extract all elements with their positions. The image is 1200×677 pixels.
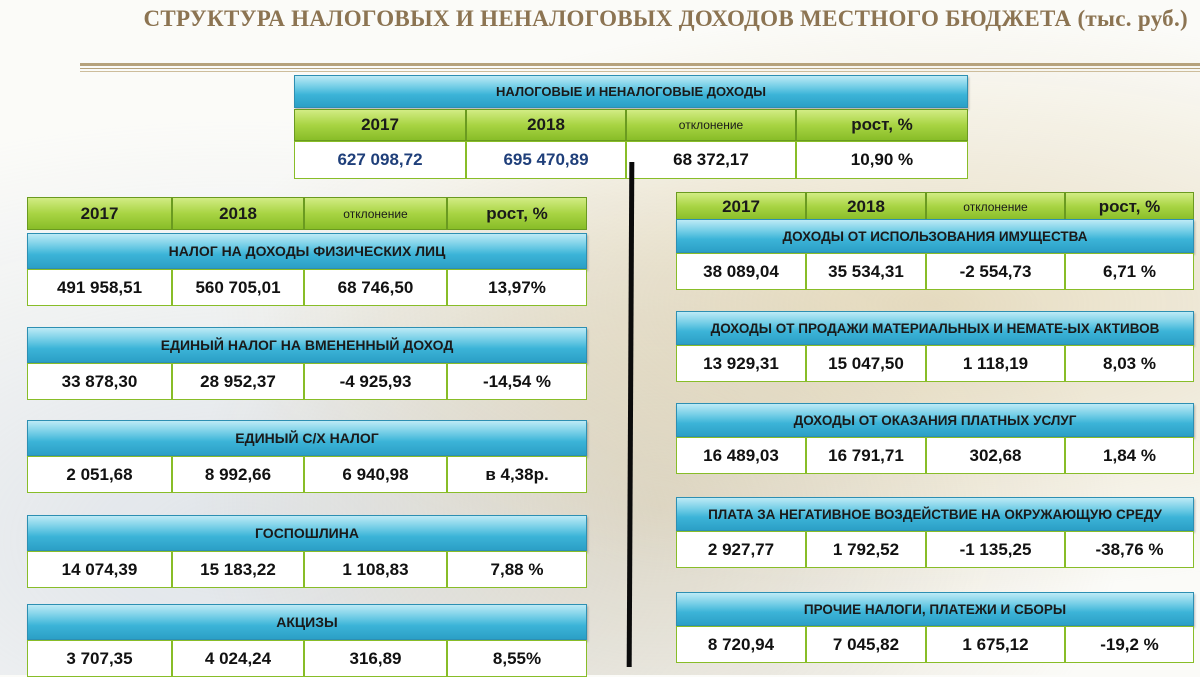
- left-row-2-label: ЕДИНЫЙ С/Х НАЛОГ: [27, 420, 587, 456]
- total-header-0: 2017: [294, 109, 466, 141]
- right-header-3: рост, %: [1065, 192, 1194, 221]
- right-row-3-value-3: -38,76 %: [1065, 531, 1194, 568]
- left-row-2-value-1: 8 992,66: [172, 456, 304, 493]
- left-header-0: 2017: [27, 197, 172, 230]
- right-row-4-value-2: 1 675,12: [926, 626, 1065, 663]
- page-title: СТРУКТУРА НАЛОГОВЫХ И НЕНАЛОГОВЫХ ДОХОДОВ МЕСТНОГО БЮДЖЕТА (тыс. руб.): [143, 6, 1188, 31]
- right-header-0: 2017: [676, 192, 806, 221]
- vertical-divider: [627, 162, 635, 667]
- right-header-1: 2018: [806, 192, 926, 221]
- left-row-3-value-0: 14 074,39: [27, 551, 172, 588]
- right-row-4-value-0: 8 720,94: [676, 626, 806, 663]
- total-header-1: 2018: [466, 109, 626, 141]
- right-row-2-value-0: 16 489,03: [676, 437, 806, 474]
- right-row-1-value-0: 13 929,31: [676, 345, 806, 382]
- left-row-3-value-2: 1 108,83: [304, 551, 447, 588]
- title-divider: [80, 71, 1200, 72]
- total-label: НАЛОГОВЫЕ И НЕНАЛОГОВЫЕ ДОХОДЫ: [294, 75, 968, 108]
- left-row-4-value-0: 3 707,35: [27, 640, 172, 677]
- right-row-2-value-1: 16 791,71: [806, 437, 926, 474]
- right-row-2-label: ДОХОДЫ ОТ ОКАЗАНИЯ ПЛАТНЫХ УСЛУГ: [676, 403, 1194, 437]
- total-value-3: 10,90 %: [796, 141, 968, 179]
- total-header-3: рост, %: [796, 109, 968, 141]
- left-row-2-value-0: 2 051,68: [27, 456, 172, 493]
- right-row-0-value-2: -2 554,73: [926, 253, 1065, 290]
- left-row-1-value-1: 28 952,37: [172, 363, 304, 400]
- left-row-2-value-2: 6 940,98: [304, 456, 447, 493]
- right-row-3-label: ПЛАТА ЗА НЕГАТИВНОЕ ВОЗДЕЙСТВИЕ НА ОКРУЖАЮЩУЮ СРЕДУ: [676, 497, 1194, 531]
- right-row-2-value-2: 302,68: [926, 437, 1065, 474]
- right-row-4-value-1: 7 045,82: [806, 626, 926, 663]
- left-row-1-value-3: -14,54 %: [447, 363, 587, 400]
- right-header-2: отклонение: [926, 192, 1065, 221]
- left-row-0-value-2: 68 746,50: [304, 269, 447, 306]
- left-row-1-value-2: -4 925,93: [304, 363, 447, 400]
- right-row-1-value-2: 1 118,19: [926, 345, 1065, 382]
- title-divider: [80, 63, 1200, 66]
- left-row-4-value-3: 8,55%: [447, 640, 587, 677]
- left-header-3: рост, %: [447, 197, 587, 230]
- right-row-0-value-1: 35 534,31: [806, 253, 926, 290]
- total-value-2: 68 372,17: [626, 141, 796, 179]
- right-row-0-label: ДОХОДЫ ОТ ИСПОЛЬЗОВАНИЯ ИМУЩЕСТВА: [676, 219, 1194, 253]
- right-row-2-value-3: 1,84 %: [1065, 437, 1194, 474]
- right-row-3-value-1: 1 792,52: [806, 531, 926, 568]
- left-row-0-value-0: 491 958,51: [27, 269, 172, 306]
- left-row-0-label: НАЛОГ НА ДОХОДЫ ФИЗИЧЕСКИХ ЛИЦ: [27, 233, 587, 269]
- left-header-2: отклонение: [304, 197, 447, 230]
- right-row-4-label: ПРОЧИЕ НАЛОГИ, ПЛАТЕЖИ И СБОРЫ: [676, 592, 1194, 626]
- right-row-3-value-0: 2 927,77: [676, 531, 806, 568]
- left-row-3-value-1: 15 183,22: [172, 551, 304, 588]
- left-row-3-value-3: 7,88 %: [447, 551, 587, 588]
- left-row-4-value-1: 4 024,24: [172, 640, 304, 677]
- right-row-1-label: ДОХОДЫ ОТ ПРОДАЖИ МАТЕРИАЛЬНЫХ И НЕМАТЕ-ЫХ АКТИВОВ: [676, 311, 1194, 345]
- left-row-2-value-3: в 4,38р.: [447, 456, 587, 493]
- total-value-1: 695 470,89: [466, 141, 626, 179]
- right-row-1-value-1: 15 047,50: [806, 345, 926, 382]
- left-row-1-value-0: 33 878,30: [27, 363, 172, 400]
- right-row-4-value-3: -19,2 %: [1065, 626, 1194, 663]
- right-row-1-value-3: 8,03 %: [1065, 345, 1194, 382]
- title-divider: [80, 68, 1200, 69]
- left-row-4-label: АКЦИЗЫ: [27, 604, 587, 640]
- total-value-0: 627 098,72: [294, 141, 466, 179]
- left-row-0-value-3: 13,97%: [447, 269, 587, 306]
- total-header-2: отклонение: [626, 109, 796, 141]
- left-header-1: 2018: [172, 197, 304, 230]
- left-row-1-label: ЕДИНЫЙ НАЛОГ НА ВМЕНЕННЫЙ ДОХОД: [27, 327, 587, 363]
- left-row-3-label: ГОСПОШЛИНА: [27, 515, 587, 551]
- right-row-0-value-3: 6,71 %: [1065, 253, 1194, 290]
- left-row-4-value-2: 316,89: [304, 640, 447, 677]
- right-row-3-value-2: -1 135,25: [926, 531, 1065, 568]
- left-row-0-value-1: 560 705,01: [172, 269, 304, 306]
- right-row-0-value-0: 38 089,04: [676, 253, 806, 290]
